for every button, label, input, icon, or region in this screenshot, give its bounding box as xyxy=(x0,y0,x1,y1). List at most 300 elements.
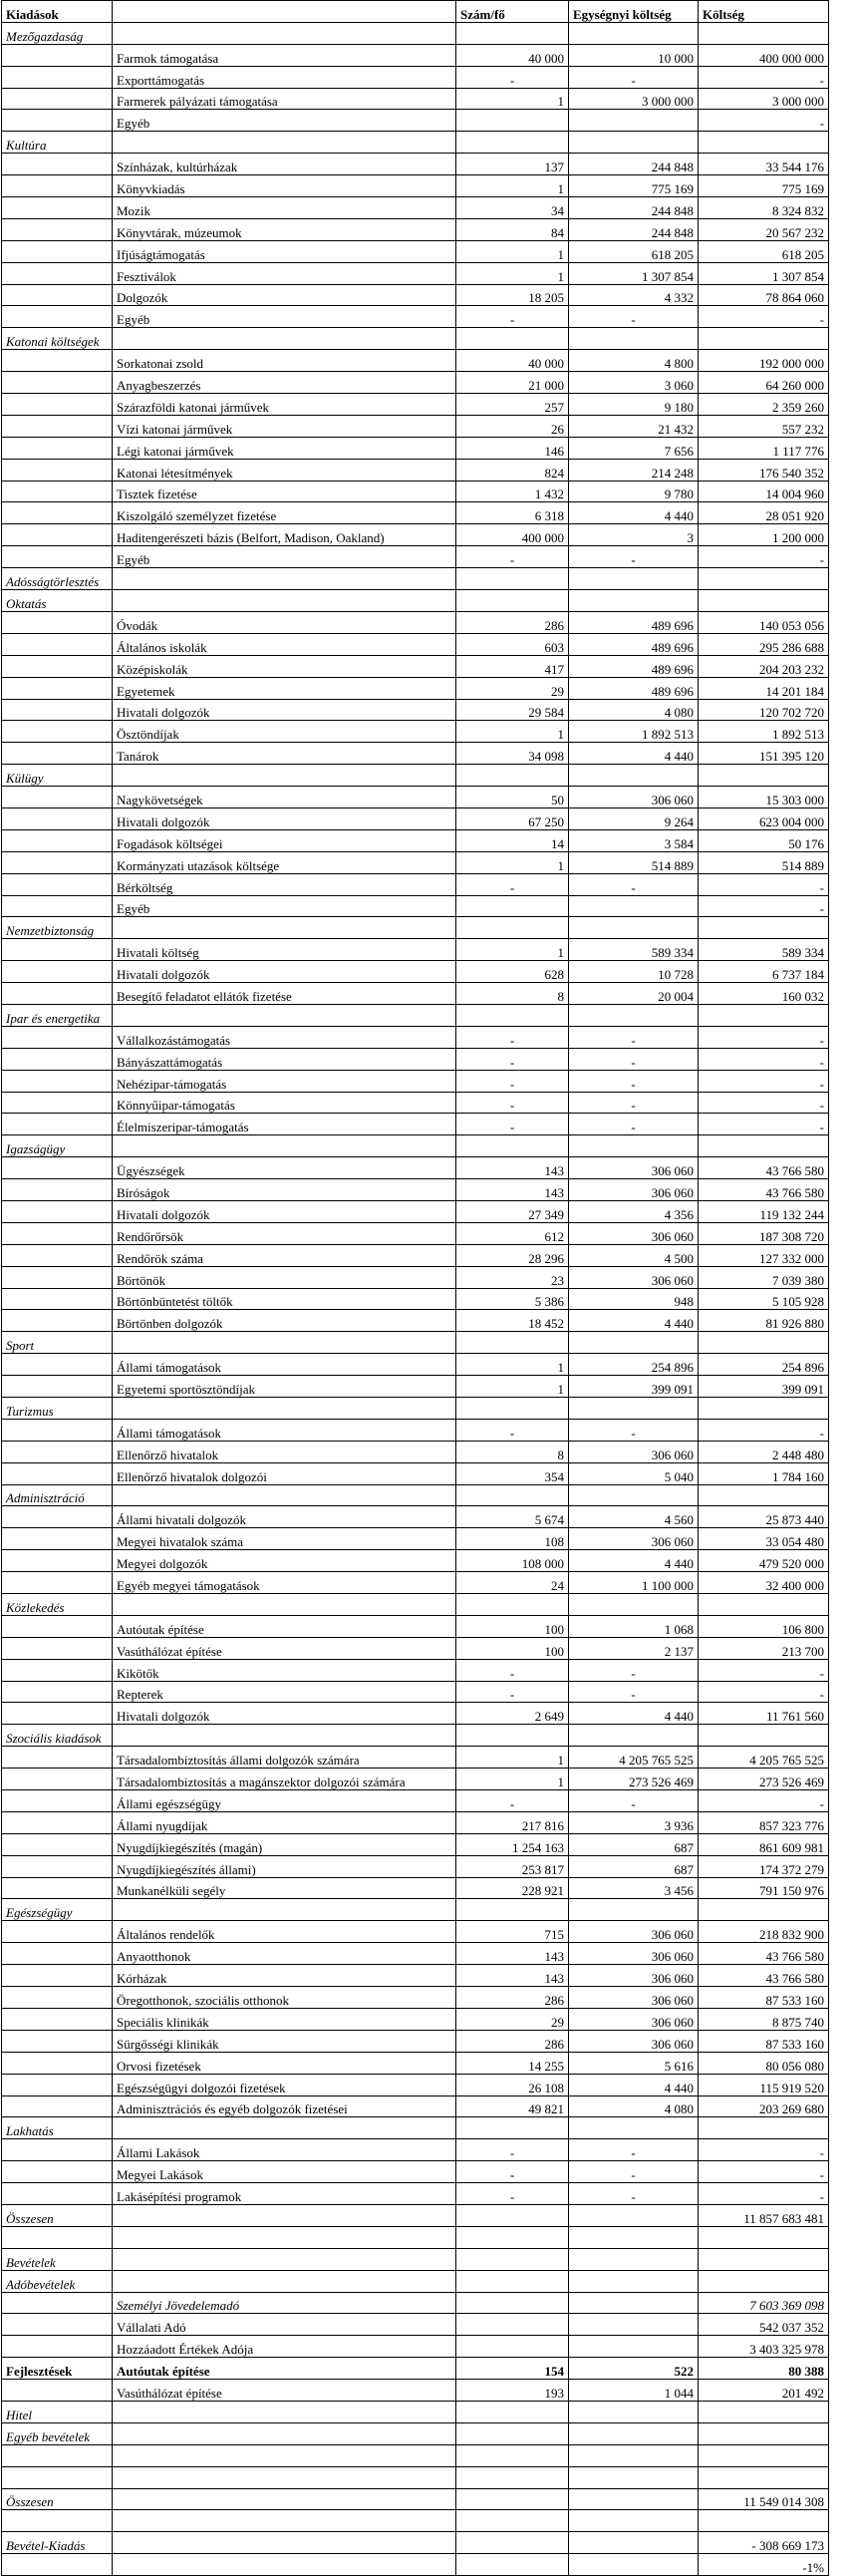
table-cell-col1[interactable] xyxy=(113,2248,456,2270)
table-cell-col1[interactable]: Nyugdíjkiegészítés (magán) xyxy=(113,1833,456,1855)
table-cell-col0[interactable]: Közlekedés xyxy=(2,1594,113,1616)
table-cell-col3[interactable]: 618 205 xyxy=(569,240,699,262)
table-cell-col1[interactable]: Hivatali dolgozók xyxy=(113,1703,456,1725)
table-cell-col0[interactable]: Fejlesztések xyxy=(2,2358,113,2380)
table-cell-col3[interactable]: 9 180 xyxy=(569,394,699,416)
table-cell-col3[interactable]: 489 696 xyxy=(569,655,699,677)
header-cell-cost[interactable]: Költség xyxy=(699,1,829,23)
table-cell-col3[interactable]: - xyxy=(569,66,699,88)
table-cell-col0[interactable] xyxy=(2,1092,113,1114)
table-cell-col1[interactable] xyxy=(113,1398,456,1420)
table-cell-col2[interactable] xyxy=(456,110,569,132)
table-cell-col0[interactable]: Bevételek xyxy=(2,2248,113,2270)
table-cell-col1[interactable]: Kiszolgáló személyzet fizetése xyxy=(113,502,456,524)
table-cell-col4[interactable]: 399 091 xyxy=(699,1376,829,1398)
table-cell-col4[interactable]: - xyxy=(699,1026,829,1048)
table-cell-col3[interactable]: 306 060 xyxy=(569,1157,699,1179)
table-cell-col2[interactable]: 29 584 xyxy=(456,699,569,721)
table-cell-col2[interactable] xyxy=(456,1594,569,1616)
table-cell-col4[interactable]: 273 526 469 xyxy=(699,1769,829,1790)
table-cell-col3[interactable] xyxy=(569,2314,699,2336)
table-cell-col1[interactable]: Tisztek fizetése xyxy=(113,481,456,502)
table-cell-col3[interactable]: 306 060 xyxy=(569,1266,699,1288)
table-cell-col3[interactable] xyxy=(569,2226,699,2248)
table-cell-col3[interactable]: 306 060 xyxy=(569,1987,699,2009)
table-cell-col1[interactable] xyxy=(113,1332,456,1354)
table-cell-col2[interactable]: 108 000 xyxy=(456,1550,569,1572)
table-cell-col3[interactable]: 306 060 xyxy=(569,1222,699,1244)
table-cell-col0[interactable] xyxy=(2,895,113,917)
table-cell-col2[interactable] xyxy=(456,328,569,350)
table-cell-col4[interactable]: - xyxy=(699,1659,829,1681)
table-cell-col2[interactable]: 8 xyxy=(456,983,569,1005)
table-cell-col0[interactable] xyxy=(2,2161,113,2183)
table-cell-col2[interactable]: 253 817 xyxy=(456,1855,569,1877)
table-cell-col3[interactable]: 5 616 xyxy=(569,2052,699,2074)
table-cell-col4[interactable]: - xyxy=(699,1681,829,1703)
table-cell-col1[interactable]: Anyaotthonok xyxy=(113,1943,456,1965)
table-cell-col4[interactable]: 115 919 520 xyxy=(699,2074,829,2095)
table-cell-col0[interactable] xyxy=(2,1659,113,1681)
table-cell-col3[interactable]: 1 307 854 xyxy=(569,262,699,284)
table-cell-col4[interactable]: 80 388 xyxy=(699,2358,829,2380)
table-cell-col2[interactable]: 143 xyxy=(456,1965,569,1987)
header-cell-count[interactable]: Szám/fő xyxy=(456,1,569,23)
table-cell-col3[interactable] xyxy=(569,328,699,350)
table-cell-col1[interactable]: Farmok támogatása xyxy=(113,44,456,66)
table-cell-col2[interactable]: 715 xyxy=(456,1921,569,1943)
table-cell-col1[interactable]: Élelmiszeripar-támogatás xyxy=(113,1114,456,1135)
table-cell-col2[interactable] xyxy=(456,2226,569,2248)
table-cell-col1[interactable] xyxy=(113,2532,456,2554)
table-cell-col1[interactable]: Adminisztrációs és egyéb dolgozók fizetései xyxy=(113,2095,456,2117)
table-cell-col2[interactable]: 193 xyxy=(456,2380,569,2402)
table-cell-col2[interactable] xyxy=(456,1004,569,1026)
table-cell-col0[interactable]: Adósságtörlesztés xyxy=(2,568,113,590)
table-cell-col0[interactable] xyxy=(2,2226,113,2248)
table-cell-col4[interactable]: 623 004 000 xyxy=(699,807,829,829)
table-cell-col3[interactable]: 306 060 xyxy=(569,1943,699,1965)
table-cell-col1[interactable]: Szárazföldi katonai járművek xyxy=(113,394,456,416)
table-cell-col3[interactable]: 7 656 xyxy=(569,437,699,459)
table-cell-col2[interactable]: 40 000 xyxy=(456,44,569,66)
table-cell-col1[interactable]: Nehézipar-támogatás xyxy=(113,1070,456,1092)
table-cell-col3[interactable] xyxy=(569,2466,699,2488)
table-cell-col1[interactable] xyxy=(113,1899,456,1921)
table-cell-col0[interactable] xyxy=(2,1769,113,1790)
table-cell-col0[interactable] xyxy=(2,1747,113,1769)
table-cell-col0[interactable]: Adminisztráció xyxy=(2,1484,113,1506)
table-cell-col4[interactable]: - xyxy=(699,873,829,895)
table-cell-col2[interactable]: 1 xyxy=(456,240,569,262)
table-cell-col0[interactable] xyxy=(2,197,113,219)
table-cell-col4[interactable]: - xyxy=(699,1790,829,1812)
table-cell-col2[interactable]: 14 xyxy=(456,829,569,851)
table-cell-col1[interactable]: Megyei dolgozók xyxy=(113,1550,456,1572)
table-cell-col2[interactable] xyxy=(456,2292,569,2314)
table-cell-col2[interactable] xyxy=(456,22,569,44)
table-cell-col3[interactable] xyxy=(569,2270,699,2292)
table-cell-col1[interactable]: Katonai létesítmények xyxy=(113,459,456,481)
table-cell-col1[interactable] xyxy=(113,2117,456,2139)
table-cell-col1[interactable]: Személyi Jövedelemadó xyxy=(113,2292,456,2314)
table-cell-col1[interactable]: Társadalombiztosítás állami dolgozók számára xyxy=(113,1747,456,1769)
table-cell-col1[interactable]: Vállalati Adó xyxy=(113,2314,456,2336)
table-cell-col0[interactable]: Kultúra xyxy=(2,132,113,154)
table-cell-col2[interactable]: 1 xyxy=(456,88,569,110)
table-cell-col1[interactable] xyxy=(113,2488,456,2510)
table-cell-col4[interactable]: 11 549 014 308 xyxy=(699,2488,829,2510)
table-cell-col3[interactable]: 489 696 xyxy=(569,677,699,699)
table-cell-col0[interactable] xyxy=(2,1157,113,1179)
table-cell-col2[interactable]: - xyxy=(456,546,569,568)
table-cell-col0[interactable] xyxy=(2,851,113,873)
table-cell-col2[interactable]: 5 674 xyxy=(456,1506,569,1528)
table-cell-col3[interactable]: 399 091 xyxy=(569,1376,699,1398)
table-cell-col1[interactable]: Könyvtárak, múzeumok xyxy=(113,218,456,240)
table-cell-col3[interactable] xyxy=(569,765,699,787)
table-cell-col2[interactable]: 1 xyxy=(456,851,569,873)
table-cell-col1[interactable]: Anyagbeszerzés xyxy=(113,372,456,394)
table-cell-col1[interactable]: Társadalombiztosítás a magánszektor dolgozói számára xyxy=(113,1769,456,1790)
table-cell-col3[interactable]: 1 068 xyxy=(569,1615,699,1637)
table-cell-col2[interactable] xyxy=(456,2466,569,2488)
table-cell-col3[interactable]: 4 440 xyxy=(569,1550,699,1572)
table-cell-col4[interactable] xyxy=(699,1725,829,1747)
table-cell-col2[interactable] xyxy=(456,2422,569,2444)
table-cell-col0[interactable] xyxy=(2,2139,113,2161)
table-cell-col4[interactable]: 589 334 xyxy=(699,939,829,961)
table-cell-col0[interactable] xyxy=(2,1441,113,1462)
table-cell-col0[interactable] xyxy=(2,873,113,895)
table-cell-col2[interactable]: 84 xyxy=(456,218,569,240)
table-cell-col3[interactable] xyxy=(569,2336,699,2358)
table-cell-col3[interactable]: 775 169 xyxy=(569,175,699,197)
table-cell-col3[interactable] xyxy=(569,2117,699,2139)
table-cell-col0[interactable] xyxy=(2,524,113,546)
table-cell-col0[interactable] xyxy=(2,2008,113,2030)
header-cell-kiadasok[interactable]: Kiadások xyxy=(2,1,113,23)
table-cell-col1[interactable]: Autóutak építése xyxy=(113,2358,456,2380)
table-cell-col1[interactable] xyxy=(113,2554,456,2576)
table-cell-col3[interactable]: 306 060 xyxy=(569,1179,699,1201)
table-cell-col1[interactable]: Sorkatonai zsold xyxy=(113,350,456,372)
table-cell-col3[interactable]: 589 334 xyxy=(569,939,699,961)
table-cell-col0[interactable] xyxy=(2,1506,113,1528)
table-cell-col1[interactable] xyxy=(113,2444,456,2466)
table-cell-col2[interactable]: 146 xyxy=(456,437,569,459)
table-cell-col0[interactable] xyxy=(2,262,113,284)
table-cell-col3[interactable]: 244 848 xyxy=(569,154,699,175)
table-cell-col1[interactable]: Hivatali dolgozók xyxy=(113,961,456,983)
table-cell-col0[interactable] xyxy=(2,1114,113,1135)
table-cell-col0[interactable]: Ipar és energetika xyxy=(2,1004,113,1026)
table-cell-col2[interactable]: 1 xyxy=(456,1354,569,1376)
table-cell-col0[interactable] xyxy=(2,2292,113,2314)
table-cell-col3[interactable]: 254 896 xyxy=(569,1354,699,1376)
table-cell-col4[interactable]: - xyxy=(699,1092,829,1114)
table-cell-col0[interactable] xyxy=(2,2030,113,2052)
table-cell-col2[interactable] xyxy=(456,2314,569,2336)
table-cell-col2[interactable]: 417 xyxy=(456,655,569,677)
table-cell-col1[interactable]: Speciális klinikák xyxy=(113,2008,456,2030)
table-cell-col0[interactable] xyxy=(2,721,113,743)
table-cell-col1[interactable] xyxy=(113,328,456,350)
table-cell-col1[interactable]: Egyéb megyei támogatások xyxy=(113,1572,456,1594)
table-cell-col0[interactable] xyxy=(2,1811,113,1833)
table-cell-col0[interactable] xyxy=(2,1943,113,1965)
table-cell-col3[interactable] xyxy=(569,1725,699,1747)
table-cell-col2[interactable]: 217 816 xyxy=(456,1811,569,1833)
table-cell-col1[interactable]: Fogadások költségei xyxy=(113,829,456,851)
table-cell-col3[interactable]: 306 060 xyxy=(569,787,699,808)
table-cell-col2[interactable] xyxy=(456,2444,569,2466)
table-cell-col3[interactable] xyxy=(569,1899,699,1921)
table-cell-col1[interactable]: Középiskolák xyxy=(113,655,456,677)
table-cell-col4[interactable]: 557 232 xyxy=(699,415,829,437)
table-cell-col1[interactable] xyxy=(113,2270,456,2292)
table-cell-col3[interactable]: 9 264 xyxy=(569,807,699,829)
table-cell-col0[interactable]: Lakhatás xyxy=(2,2117,113,2139)
table-cell-col3[interactable]: 1 100 000 xyxy=(569,1572,699,1594)
table-cell-col2[interactable]: 137 xyxy=(456,154,569,175)
table-cell-col2[interactable] xyxy=(456,568,569,590)
table-cell-col1[interactable]: Hivatali dolgozók xyxy=(113,1200,456,1222)
table-cell-col1[interactable]: Egészségügyi dolgozói fizetések xyxy=(113,2074,456,2095)
table-cell-col0[interactable] xyxy=(2,2380,113,2402)
table-cell-col0[interactable] xyxy=(2,306,113,328)
table-cell-col3[interactable]: - xyxy=(569,546,699,568)
table-cell-col2[interactable] xyxy=(456,2336,569,2358)
table-cell-col3[interactable] xyxy=(569,1398,699,1420)
table-cell-col3[interactable]: - xyxy=(569,2161,699,2183)
table-cell-col3[interactable]: 3 060 xyxy=(569,372,699,394)
table-cell-col1[interactable]: Megyei Lakások xyxy=(113,2161,456,2183)
table-cell-col3[interactable]: 687 xyxy=(569,1833,699,1855)
table-cell-col2[interactable]: 108 xyxy=(456,1528,569,1550)
table-cell-col0[interactable] xyxy=(2,1790,113,1812)
table-cell-col0[interactable] xyxy=(2,807,113,829)
table-cell-col1[interactable]: Egyéb xyxy=(113,895,456,917)
table-cell-col2[interactable]: 18 205 xyxy=(456,284,569,306)
table-cell-col1[interactable]: Vasúthálózat építése xyxy=(113,1637,456,1659)
table-cell-col0[interactable] xyxy=(2,1965,113,1987)
table-cell-col0[interactable] xyxy=(2,939,113,961)
table-cell-col2[interactable]: 286 xyxy=(456,611,569,633)
table-cell-col3[interactable]: 306 060 xyxy=(569,1528,699,1550)
table-cell-col0[interactable] xyxy=(2,110,113,132)
table-cell-col3[interactable]: - xyxy=(569,2139,699,2161)
table-cell-col4[interactable]: - xyxy=(699,306,829,328)
table-cell-col4[interactable]: 4 205 765 525 xyxy=(699,1747,829,1769)
table-cell-col4[interactable] xyxy=(699,765,829,787)
table-cell-col4[interactable]: 14 201 184 xyxy=(699,677,829,699)
table-cell-col3[interactable] xyxy=(569,568,699,590)
table-cell-col1[interactable] xyxy=(113,22,456,44)
table-cell-col1[interactable]: Hivatali dolgozók xyxy=(113,699,456,721)
table-cell-col4[interactable]: 7 039 380 xyxy=(699,1266,829,1288)
table-cell-col1[interactable]: Vízi katonai járművek xyxy=(113,415,456,437)
table-cell-col1[interactable] xyxy=(113,132,456,154)
table-cell-col3[interactable]: - xyxy=(569,873,699,895)
table-cell-col0[interactable]: Egészségügy xyxy=(2,1899,113,1921)
table-cell-col3[interactable]: 4 080 xyxy=(569,2095,699,2117)
table-cell-col3[interactable]: 3 000 000 xyxy=(569,88,699,110)
table-cell-col3[interactable]: - xyxy=(569,1092,699,1114)
table-cell-col3[interactable]: 3 584 xyxy=(569,829,699,851)
table-cell-col0[interactable] xyxy=(2,2183,113,2205)
table-cell-col1[interactable]: Nagykövetségek xyxy=(113,787,456,808)
table-cell-col2[interactable] xyxy=(456,917,569,939)
table-cell-col3[interactable]: 306 060 xyxy=(569,1441,699,1462)
table-cell-col4[interactable]: 187 308 720 xyxy=(699,1222,829,1244)
table-cell-col2[interactable] xyxy=(456,132,569,154)
table-cell-col2[interactable]: - xyxy=(456,1048,569,1070)
table-cell-col4[interactable]: 775 169 xyxy=(699,175,829,197)
table-cell-col1[interactable]: Általános rendelők xyxy=(113,1921,456,1943)
table-cell-col2[interactable] xyxy=(456,2204,569,2226)
table-cell-col4[interactable]: - xyxy=(699,1048,829,1070)
table-cell-col4[interactable]: -1% xyxy=(699,2554,829,2576)
table-cell-col3[interactable]: - xyxy=(569,306,699,328)
table-cell-col2[interactable] xyxy=(456,2554,569,2576)
table-cell-col1[interactable]: Öregotthonok, szociális otthonok xyxy=(113,1987,456,2009)
table-cell-col3[interactable]: - xyxy=(569,1070,699,1092)
table-cell-col2[interactable]: 354 xyxy=(456,1462,569,1484)
table-cell-col4[interactable]: 33 054 480 xyxy=(699,1528,829,1550)
table-cell-col4[interactable] xyxy=(699,2248,829,2270)
table-cell-col0[interactable] xyxy=(2,1070,113,1092)
table-cell-col1[interactable] xyxy=(113,2466,456,2488)
table-cell-col0[interactable] xyxy=(2,1376,113,1398)
table-cell-col3[interactable]: 20 004 xyxy=(569,983,699,1005)
table-cell-col3[interactable]: 2 137 xyxy=(569,1637,699,1659)
table-cell-col4[interactable]: 857 323 776 xyxy=(699,1811,829,1833)
table-cell-col4[interactable] xyxy=(699,328,829,350)
table-cell-col3[interactable] xyxy=(569,1135,699,1157)
table-cell-col1[interactable]: Hozzáadott Értékek Adója xyxy=(113,2336,456,2358)
table-cell-col0[interactable] xyxy=(2,655,113,677)
table-cell-col4[interactable]: - xyxy=(699,2139,829,2161)
table-cell-col3[interactable]: - xyxy=(569,1048,699,1070)
table-cell-col1[interactable]: Dolgozók xyxy=(113,284,456,306)
table-cell-col0[interactable] xyxy=(2,677,113,699)
table-cell-col3[interactable] xyxy=(569,2554,699,2576)
table-cell-col1[interactable]: Könyvkiadás xyxy=(113,175,456,197)
table-cell-col0[interactable] xyxy=(2,1222,113,1244)
table-cell-col4[interactable]: 7 603 369 098 xyxy=(699,2292,829,2314)
table-cell-col0[interactable] xyxy=(2,2052,113,2074)
table-cell-col4[interactable]: - xyxy=(699,110,829,132)
table-cell-col3[interactable] xyxy=(569,2422,699,2444)
table-cell-col3[interactable]: 1 044 xyxy=(569,2380,699,2402)
table-cell-col0[interactable]: Bevétel-Kiadás xyxy=(2,2532,113,2554)
table-cell-col1[interactable]: Orvosi fizetések xyxy=(113,2052,456,2074)
table-cell-col0[interactable] xyxy=(2,961,113,983)
table-cell-col3[interactable] xyxy=(569,2532,699,2554)
table-cell-col3[interactable] xyxy=(569,895,699,917)
table-cell-col2[interactable]: - xyxy=(456,873,569,895)
table-cell-col1[interactable] xyxy=(113,1004,456,1026)
table-cell-col4[interactable]: 43 766 580 xyxy=(699,1943,829,1965)
table-cell-col1[interactable]: Állami nyugdíjak xyxy=(113,1811,456,1833)
table-cell-col0[interactable] xyxy=(2,1572,113,1594)
table-cell-col2[interactable]: - xyxy=(456,1659,569,1681)
header-cell-item[interactable] xyxy=(113,1,456,23)
table-cell-col2[interactable]: 24 xyxy=(456,1572,569,1594)
table-cell-col2[interactable]: 1 xyxy=(456,1747,569,1769)
table-cell-col2[interactable]: 8 xyxy=(456,1441,569,1462)
table-cell-col4[interactable]: - xyxy=(699,2183,829,2205)
table-cell-col2[interactable]: 5 386 xyxy=(456,1288,569,1310)
table-cell-col3[interactable]: 522 xyxy=(569,2358,699,2380)
table-cell-col2[interactable]: - xyxy=(456,1681,569,1703)
table-cell-col4[interactable]: 254 896 xyxy=(699,1354,829,1376)
table-cell-col2[interactable]: 1 432 xyxy=(456,481,569,502)
table-cell-col2[interactable] xyxy=(456,2488,569,2510)
table-cell-col0[interactable] xyxy=(2,546,113,568)
table-cell-col0[interactable] xyxy=(2,983,113,1005)
table-cell-col2[interactable]: 824 xyxy=(456,459,569,481)
table-cell-col0[interactable] xyxy=(2,284,113,306)
table-cell-col0[interactable] xyxy=(2,699,113,721)
table-cell-col4[interactable] xyxy=(699,1398,829,1420)
table-cell-col3[interactable] xyxy=(569,2248,699,2270)
table-cell-col1[interactable]: Vasúthálózat építése xyxy=(113,2380,456,2402)
table-cell-col1[interactable]: Farmerek pályázati támogatása xyxy=(113,88,456,110)
table-cell-col1[interactable]: Ösztöndíjak xyxy=(113,721,456,743)
table-cell-col3[interactable]: 514 889 xyxy=(569,851,699,873)
table-cell-col4[interactable]: 15 303 000 xyxy=(699,787,829,808)
table-cell-col1[interactable]: Sürgősségi klinikák xyxy=(113,2030,456,2052)
table-cell-col2[interactable]: 100 xyxy=(456,1615,569,1637)
table-cell-col4[interactable]: 1 892 513 xyxy=(699,721,829,743)
table-cell-col2[interactable]: 228 921 xyxy=(456,1877,569,1899)
table-cell-col4[interactable]: 25 873 440 xyxy=(699,1506,829,1528)
table-cell-col4[interactable] xyxy=(699,590,829,612)
table-cell-col4[interactable]: 106 800 xyxy=(699,1615,829,1637)
table-cell-col1[interactable]: Exporttámogatás xyxy=(113,66,456,88)
table-cell-col0[interactable] xyxy=(2,1528,113,1550)
table-cell-col3[interactable] xyxy=(569,2510,699,2532)
table-cell-col1[interactable]: Állami támogatások xyxy=(113,1354,456,1376)
table-cell-col3[interactable] xyxy=(569,1484,699,1506)
table-cell-col1[interactable]: Állami egészségügy xyxy=(113,1790,456,1812)
table-cell-col2[interactable]: 612 xyxy=(456,1222,569,1244)
table-cell-col3[interactable]: 306 060 xyxy=(569,1921,699,1943)
table-cell-col4[interactable] xyxy=(699,917,829,939)
table-cell-col3[interactable]: - xyxy=(569,1026,699,1048)
table-cell-col4[interactable]: 28 051 920 xyxy=(699,502,829,524)
table-cell-col0[interactable] xyxy=(2,218,113,240)
table-cell-col4[interactable]: - xyxy=(699,66,829,88)
table-cell-col2[interactable]: - xyxy=(456,1070,569,1092)
table-cell-col0[interactable] xyxy=(2,1877,113,1899)
table-cell-col4[interactable]: 8 875 740 xyxy=(699,2008,829,2030)
table-cell-col4[interactable] xyxy=(699,22,829,44)
table-cell-col0[interactable] xyxy=(2,743,113,765)
table-cell-col0[interactable]: Igazságügy xyxy=(2,1135,113,1157)
table-cell-col4[interactable] xyxy=(699,2401,829,2422)
table-cell-col2[interactable]: 154 xyxy=(456,2358,569,2380)
table-cell-col0[interactable]: Hitel xyxy=(2,2401,113,2422)
table-cell-col0[interactable]: Szociális kiadások xyxy=(2,1725,113,1747)
table-cell-col2[interactable]: 286 xyxy=(456,1987,569,2009)
table-cell-col0[interactable] xyxy=(2,1026,113,1048)
table-cell-col2[interactable]: 14 255 xyxy=(456,2052,569,2074)
table-cell-col4[interactable]: 87 533 160 xyxy=(699,1987,829,2009)
table-cell-col1[interactable]: Színházak, kultúrházak xyxy=(113,154,456,175)
